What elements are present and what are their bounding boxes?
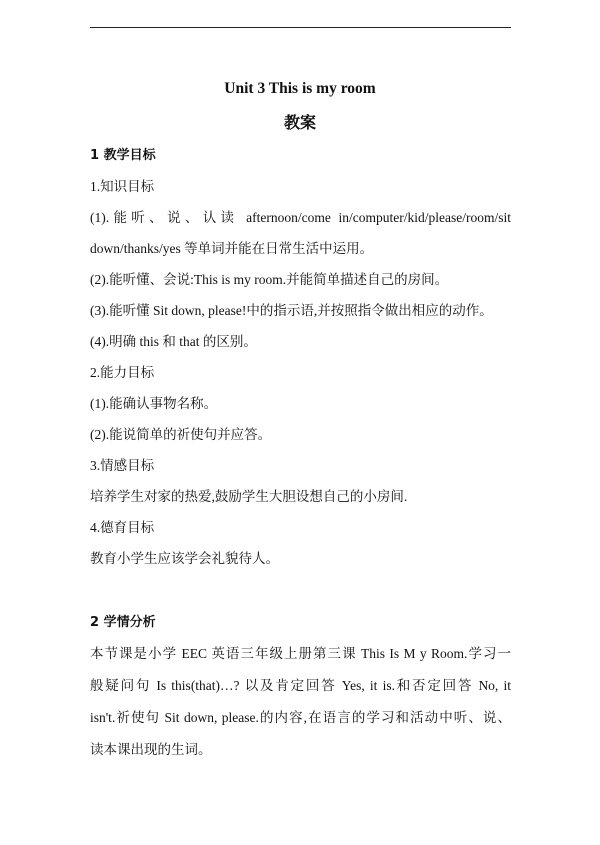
header-rule <box>90 27 511 28</box>
document-title: Unit 3 This is my room <box>224 80 376 97</box>
section-heading-analysis: 2 学情分析 <box>90 615 156 630</box>
knowledge-item-3: (3).能听懂 Sit down, please!中的指示语,并按照指令做出相应的动作。 <box>90 303 493 318</box>
emotion-item-1: 培养学生对家的热爱,鼓励学生大胆设想自己的小房间. <box>90 489 408 504</box>
emotion-objectives-heading: 3.情感目标 <box>90 458 155 473</box>
knowledge-item-4: (4).明确 this 和 that 的区别。 <box>90 334 257 349</box>
knowledge-item-2: (2).能听懂、会说:This is my room.并能简单描述自己的房间。 <box>90 272 449 287</box>
analysis-paragraph-line-1: 本节课是小学 EEC 英语三年级上册第三课 This Is M y Room.学习一 <box>90 646 511 661</box>
knowledge-item-1-line-2: down/thanks/yes 等单词并能在日常生活中运用。 <box>90 241 374 256</box>
section-heading-objectives: 1 教学目标 <box>90 148 156 163</box>
ability-item-1: (1).能确认事物名称。 <box>90 396 218 411</box>
knowledge-objectives-heading: 1.知识目标 <box>90 179 155 194</box>
moral-objectives-heading: 4.德育目标 <box>90 520 155 535</box>
document-subtitle: 教案 <box>283 113 316 132</box>
analysis-paragraph-line-3: isn't.祈使句 Sit down, please.的内容,在语言的学习和活动中听、说、 <box>90 710 511 725</box>
analysis-paragraph-line-2: 般疑问句 Is this(that)…? 以及肯定回答 Yes, it is.和否定回答 No, it <box>90 678 511 693</box>
knowledge-item-1-line-1: (1).能听、说、认读 afternoon/come in/computer/kid/please/room/sit <box>90 210 511 225</box>
moral-item-1: 教育小学生应该学会礼貌待人。 <box>90 551 279 566</box>
ability-objectives-heading: 2.能力目标 <box>90 365 155 380</box>
analysis-paragraph-line-4: 读本课出现的生词。 <box>90 742 212 757</box>
ability-item-2: (2).能说简单的祈使句并应答。 <box>90 427 272 442</box>
